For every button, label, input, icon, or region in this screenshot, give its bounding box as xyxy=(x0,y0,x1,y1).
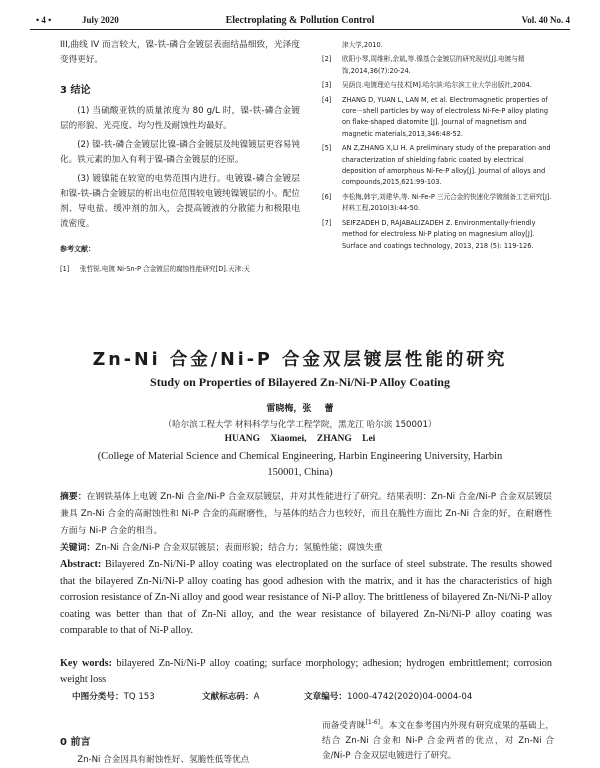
reference-item xyxy=(322,40,554,51)
reference-item xyxy=(322,143,554,189)
reference-text: AN Z,ZHANG X,LI H. A preliminary study of the preparation and characterization of shielding fabric coated by electrical deposition of amorphous Ni-Fe-P alloy[J]. Journal of alloys and compounds,2015,621:99-103. xyxy=(342,144,551,187)
previous-article-text: III,曲线 IV 而言较大，镍-铁-磷合金镀层表面结晶细致，光泽度变得更好。 xyxy=(60,40,300,65)
running-header xyxy=(30,12,570,30)
abstract-zh xyxy=(60,489,552,540)
reference-item xyxy=(322,192,554,215)
reference-item xyxy=(60,264,300,275)
reference-number xyxy=(322,40,342,51)
article-number xyxy=(304,690,472,702)
clc-value: TQ 153 xyxy=(123,692,155,702)
keywords-zh-label: 关键词： xyxy=(60,543,96,553)
abstract-en-label: Abstract: xyxy=(60,559,102,570)
conclusion-heading: 3 结论 xyxy=(60,85,91,96)
reference-number: [1] xyxy=(60,265,70,273)
reference-number: [6] xyxy=(322,192,332,201)
article-title-zh: Zn-Ni 合金/Ni-P 合金双层镀层性能的研究 xyxy=(92,350,508,370)
document-code xyxy=(202,690,259,702)
keywords-en-label: Key words: xyxy=(60,658,112,669)
citation-superscript: [1-6] xyxy=(365,719,380,727)
intro-right-text xyxy=(322,719,554,764)
reference-text: 欧阳小琴,周维彬,余斌,等.镍基合金镀层的研究现状[J].电镀与精饰,2014,36(7):20-24. xyxy=(342,55,525,75)
conclusion-item-1: (1) 当硫酸亚铁的质量浓度为 80 g/L 时，镍-铁-磷合金镀层的形貌、光亮度、均匀性及耐蚀性均最好。 xyxy=(60,106,300,131)
affiliation-en: (College of Material Science and Chemical Engineering, Harbin Engineering University, Harbin 150001, China) xyxy=(97,451,503,478)
clc-label: 中图分类号： xyxy=(72,692,124,702)
reference-text: 吴荫良.电镀理论与技术[M].哈尔滨:哈尔滨工业大学出版社,2004. xyxy=(342,81,532,90)
reference-number: [5] xyxy=(322,144,332,153)
abstract-zh-text: 在钢铁基体上电镀 Zn-Ni 合金/Ni-P 合金双层镀层，并对其性能进行了研究。结果表明：Zn-Ni 合金/Ni-P 合金双层镀层兼具 Zn-Ni 合金的高耐蚀性和 Ni-P 合金的高耐磨性，与基体的结合力也较好，而且在脆性方面比 Zn-Ni 合金的好，在耐磨性方面与 Ni-P 合金的相当。 xyxy=(60,492,552,536)
affiliation-zh: （哈尔滨工程大学 材料科学与化学工程学院，黑龙江 哈尔滨 150001） xyxy=(163,420,437,430)
volume-info: Vol. 40 No. 4 xyxy=(521,15,570,25)
reference-text: ZHANG D, YUAN L, LAN M, et al. Electromagnetic properties of core－shell particles by way of electroless Ni-Fe-P alloy plating on flake-shaped diatomite [J]. Journal of magnetism and magnetic materials,2013,346:48-52. xyxy=(342,95,549,138)
intro-right-text-2: 。本文在参考国内外现有研究成果的基础上，结合 Zn-Ni 合金和 Ni-P 合金两者的优点，对 Zn-Ni 合金/Ni-P 合金双层电镀进行了研究。 xyxy=(322,721,554,761)
article-no-value: 1000-4742(2020)04-0004-04 xyxy=(346,692,473,702)
reference-item xyxy=(322,80,554,91)
abstract-en-text: Bilayered Zn-Ni/Ni-P alloy coating was electroplated on the surface of steel substrate. The results showed that the bilayered Zn-Ni/Ni-P alloy coating has good adhesion with the matrix, and it has the characteristics of high corrosion resistance of Zn-Ni alloy and good wear resistance of Ni-P alloy. The brittleness of bilayered Zn-Ni/Ni-P alloy coating was better than that of Zn-Ni alloy, and the wear resistance of bilayered Zn-Ni/Ni-P alloy coating was comparable to that of Ni-P alloy. xyxy=(60,559,552,637)
reference-item xyxy=(322,218,554,252)
keywords-en-text: bilayered Zn-Ni/Ni-P alloy coating; surface morphology; adhesion; hydrogen embrittlement; corrosion weight loss xyxy=(60,658,552,685)
doc-code-label: 文献标志码： xyxy=(202,692,254,702)
reference-text: 李松梅,韩宇,刘建华,等. Ni-Fe-P 三元合金的快速化学镀制备工艺研究[J].材料工程,2010(3):44-50. xyxy=(342,192,552,213)
conclusion-item-3: (3) 镀镍能在较宽的电势范围内进行。电镀镍-磷合金镀层和镍-铁-磷合金镀层的析出电位范围较电镀纯镍镀层的小。配位剂、导电盐、缓冲剂的加入，会提高镀液的分散能力和极限电流密度。 xyxy=(60,174,300,229)
reference-text: SEIFZADEH D, RAJABALIZADEH Z. Environmentally-friendly method for electroless Ni-P plating on magnesium alloy[J]. Surface and coatings technology, 2013, 218 (5): 119-126. xyxy=(342,218,536,250)
intro-left-text: Zn-Ni 合金因具有耐蚀性好、氢脆性低等优点 xyxy=(77,755,250,765)
intro-right-text-1: 而备受青睐 xyxy=(322,721,366,731)
reference-item xyxy=(322,54,554,77)
article-no-label: 文章编号： xyxy=(304,692,347,702)
keywords-zh xyxy=(60,541,552,555)
journal-name: Electroplating & Pollution Control xyxy=(225,15,375,26)
references-label: 参考文献： xyxy=(60,245,95,253)
issue-date: July 2020 xyxy=(82,15,119,25)
article-title-en: Study on Properties of Bilayered Zn-Ni/Ni-P Alloy Coating xyxy=(150,375,450,389)
conclusion-item-2: (2) 镍-铁-磷合金镀层比镍-磷合金镀层及纯镍镀层更容易钝化。铁元素的加入有利于镍-磷合金镀层的还原。 xyxy=(60,140,300,165)
clc-number xyxy=(72,690,155,702)
reference-number: [2] xyxy=(322,55,332,64)
abstract-zh-label: 摘要： xyxy=(60,492,87,502)
keywords-zh-text: Zn-Ni 合金/Ni-P 合金双层镀层；表面形貌；结合力；氢脆性能；腐蚀失重 xyxy=(95,543,383,553)
reference-item xyxy=(322,95,554,141)
reference-text: 张哲锐.电镀 Ni-Sn-P 合金镀层的腐蚀性能研究[D].天津:天 xyxy=(80,265,250,273)
doc-code-value: A xyxy=(253,692,260,702)
intro-heading: 0 前言 xyxy=(60,737,91,748)
references-right-column xyxy=(322,40,554,252)
reference-text: 津大学,2010. xyxy=(342,41,383,49)
page-number: • 4 • xyxy=(36,15,52,25)
previous-article-left-column xyxy=(60,38,300,275)
reference-number: [7] xyxy=(322,218,332,227)
keywords-en xyxy=(60,656,552,688)
reference-number: [3] xyxy=(322,81,332,90)
authors-en: HUANG Xiaomei, ZHANG Lei xyxy=(224,434,376,444)
reference-number: [4] xyxy=(322,95,332,104)
abstract-en xyxy=(60,557,552,640)
authors-zh: 雷晓梅，张 蕾 xyxy=(266,404,334,414)
